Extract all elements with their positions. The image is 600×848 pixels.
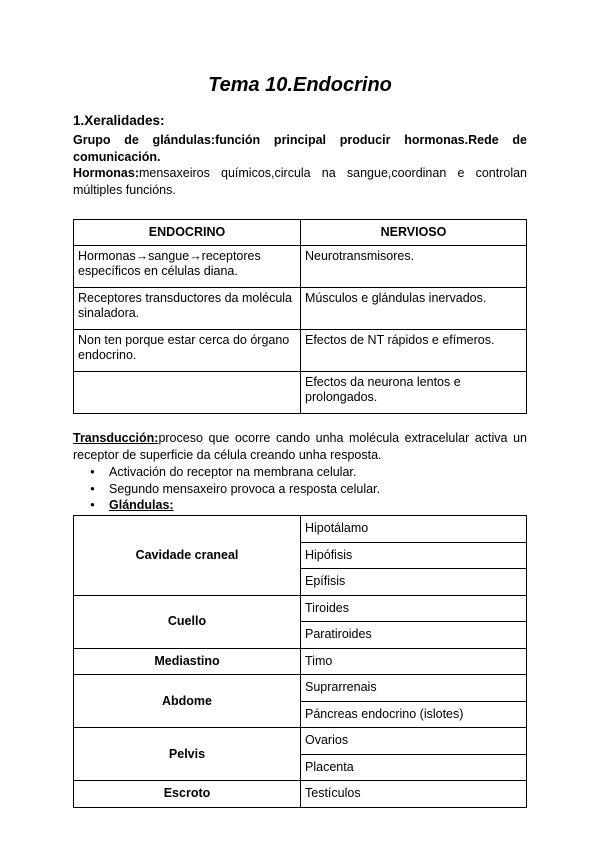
gland-cell: Epífisis: [301, 569, 527, 596]
region-cell: Cavidade craneal: [74, 516, 301, 596]
table-header: NERVIOSO: [301, 220, 527, 246]
region-cell: Mediastino: [74, 648, 301, 675]
table-row: [74, 246, 527, 288]
section-heading: 1.Xeralidades:: [73, 113, 165, 128]
gland-cell: Timo: [301, 648, 527, 675]
page-title: Tema 10.Endocrino: [208, 74, 392, 96]
transduccion-paragraph: [73, 430, 527, 463]
table-cell: Efectos de NT rápidos e efímeros.: [301, 330, 527, 372]
gland-cell: Hipófisis: [301, 542, 527, 569]
hormonas-text: mensaxeiros químicos,circula na sangue,coordinan e controlan múltiples funcións.: [73, 166, 527, 197]
region-cell: Pelvis: [74, 728, 301, 781]
table-cell: Hormonas→sangue→receptores específicos en células diana.: [74, 246, 301, 288]
gland-cell: Testículos: [301, 781, 527, 808]
gland-cell: Tiroides: [301, 595, 527, 622]
region-cell: Escroto: [74, 781, 301, 808]
table-row: [74, 372, 527, 414]
list-item: ● Activación do receptor na membrana celular.: [73, 464, 380, 481]
gland-cell: Hipotálamo: [301, 516, 527, 543]
gland-cell: Paratiroides: [301, 622, 527, 649]
gland-cell: Placenta: [301, 754, 527, 781]
table-row: [74, 648, 527, 675]
transduccion-text: proceso que ocorre cando unha molécula extracelular activa un receptor de superficie da célula creando unha resposta.: [73, 431, 527, 462]
compare-table: [73, 219, 527, 414]
region-cell: Cuello: [74, 595, 301, 648]
table-row: [74, 675, 527, 702]
table-row: [74, 330, 527, 372]
table-row: [74, 516, 527, 543]
table-cell: Non ten porque estar cerca do órgano endocrino.: [74, 330, 301, 372]
transduccion-label: Transducción:: [73, 431, 159, 445]
table-row: [74, 781, 527, 808]
bullet-list: [73, 464, 380, 514]
table-header: ENDOCRINO: [74, 220, 301, 246]
gland-cell: Páncreas endocrino (islotes): [301, 701, 527, 728]
gland-cell: Suprarrenais: [301, 675, 527, 702]
intro-line: Grupo de glándulas:función principal producir hormonas.Rede de comunicación.: [73, 133, 527, 164]
glands-table: [73, 515, 527, 808]
list-item: [73, 497, 380, 514]
table-cell: Músculos e glándulas inervados.: [301, 288, 527, 330]
gland-cell: Ovarios: [301, 728, 527, 755]
hormonas-label: Hormonas:: [73, 166, 139, 180]
hormonas-paragraph: [73, 165, 527, 198]
table-cell: Receptores transductores da molécula sinaladora.: [74, 288, 301, 330]
glandulas-label: Glándulas:: [109, 498, 174, 512]
table-cell: Efectos da neurona lentos e prolongados.: [301, 372, 527, 414]
list-item: ● Segundo mensaxeiro provoca a resposta celular.: [73, 481, 380, 498]
table-row: [74, 728, 527, 755]
table-row: [74, 288, 527, 330]
table-cell: Neurotransmisores.: [301, 246, 527, 288]
table-cell: [74, 372, 301, 414]
table-row: [74, 595, 527, 622]
region-cell: Abdome: [74, 675, 301, 728]
